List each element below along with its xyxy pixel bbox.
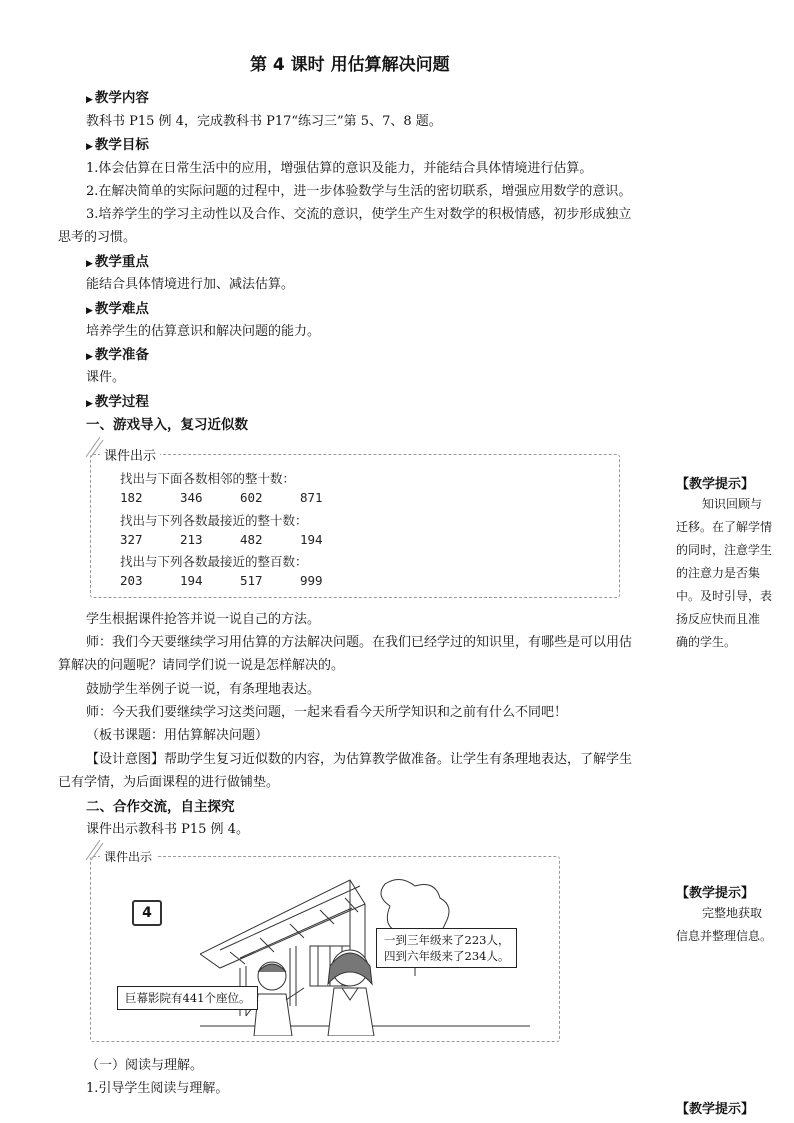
prep-text: 课件。 xyxy=(86,370,126,385)
exercise-question: 找出与下列各数最接近的整百数： xyxy=(120,554,308,569)
tip-heading: 【教学提示】 xyxy=(676,477,755,492)
section-heading-key: ▶ 教学重点 xyxy=(86,254,149,270)
tip-line: 完整地获取 xyxy=(702,906,763,920)
content-text: 教科书 P15 例 4，完成教科书 P17“练习三”第 5、7、8 题。 xyxy=(86,114,442,129)
exercise-numbers: 203 194 517 999 xyxy=(120,573,323,588)
speech-bubble-right xyxy=(376,928,517,968)
tip-line: 中。及时引导，表 xyxy=(676,589,773,603)
subheading: （一）阅读与理解。 xyxy=(86,1058,204,1073)
courseware-box-title: 课件出示 xyxy=(100,848,156,865)
tip-line: 迁移。在了解学情 xyxy=(676,520,773,534)
paragraph: 学生根据课件抢答并说一说自己的方法。 xyxy=(86,612,321,627)
speech-bubble-left: 巨幕影院有441个座位。 xyxy=(117,986,258,1010)
triangle-bullet-icon: ▶ xyxy=(86,399,93,409)
paragraph: （板书课题：用估算解决问题） xyxy=(86,728,269,743)
tip-heading: 【教学提示】 xyxy=(676,1102,755,1117)
paragraph: 师：今天我们要继续学习这类问题，一起来看看今天所学知识和之前有什么不同吧！ xyxy=(86,705,568,720)
key-text: 能结合具体情境进行加、减法估算。 xyxy=(86,277,295,292)
paragraph: 鼓励学生举例子说一说，有条理地表达。 xyxy=(86,682,321,697)
tip-line: 信息并整理信息。 xyxy=(676,929,773,943)
part1-heading: 一、游戏导入，复习近似数 xyxy=(86,417,248,433)
tip-line: 扬反应快而且准 xyxy=(676,612,761,626)
part2-intro: 课件出示教科书 P15 例 4。 xyxy=(86,822,249,837)
exercise-numbers: 182 346 602 871 xyxy=(120,490,323,505)
goal-item: 思考的习惯。 xyxy=(58,230,137,245)
goal-item: 2.在解决简单的实际问题的过程中，进一步体验数学与生活的密切联系，增强应用数学的意识。 xyxy=(86,184,632,199)
courseware-box-title: 课件出示 xyxy=(100,445,160,464)
triangle-bullet-icon: ▶ xyxy=(86,142,93,152)
section-heading-process: ▶ 教学过程 xyxy=(86,394,149,410)
difficulty-text: 培养学生的估算意识和解决问题的能力。 xyxy=(86,324,321,339)
bubble-line: 四到六年级来了234人。 xyxy=(384,949,510,963)
section-heading-content: ▶ 教学内容 xyxy=(86,90,149,106)
goal-item: 3.培养学生的学习主动性以及合作、交流的意识，使学生产生对数学的积极情感，初步形成独立 xyxy=(86,207,632,222)
part2-heading: 二、合作交流，自主探究 xyxy=(86,799,235,815)
tip-line: 的注意力是否集 xyxy=(676,566,761,580)
section-heading-prep: ▶ 教学准备 xyxy=(86,347,149,363)
goal-item: 1.体会估算在日常生活中的应用，增强估算的意识及能力，并能结合具体情境进行估算。 xyxy=(86,161,593,176)
exercise-question: 找出与下面各数相邻的整十数： xyxy=(120,471,296,486)
paragraph: 算解决的问题呢？请同学们说一说是怎样解决的。 xyxy=(58,658,345,673)
exercise-question: 找出与下列各数最接近的整十数： xyxy=(120,513,308,528)
tip-line: 知识回顾与 xyxy=(702,497,763,511)
page-title: 第 4 课时 用估算解决问题 xyxy=(250,55,450,75)
example-number-badge: 4 xyxy=(132,900,162,926)
triangle-bullet-icon: ▶ xyxy=(86,95,93,105)
exercise-numbers: 327 213 482 194 xyxy=(120,532,323,547)
bubble-line: 一到三年级来了223人， xyxy=(384,933,510,947)
paragraph: 1.引导学生阅读与理解。 xyxy=(86,1081,229,1096)
section-heading-difficulty: ▶ 教学难点 xyxy=(86,301,149,317)
triangle-bullet-icon: ▶ xyxy=(86,352,93,362)
paragraph: 师：我们今天要继续学习用估算的方法解决问题。在我们已经学过的知识里，有哪些是可以用估 xyxy=(86,635,633,650)
tip-heading: 【教学提示】 xyxy=(676,886,755,901)
section-heading-goals: ▶ 教学目标 xyxy=(86,137,149,153)
design-intent: 【设计意图】帮助学生复习近似数的内容，为估算教学做准备。让学生有条理地表达，了解学生 xyxy=(86,752,633,767)
triangle-bullet-icon: ▶ xyxy=(86,259,93,269)
tip-line: 的同时，注意学生 xyxy=(676,543,773,557)
design-intent: 已有学情，为后面课程的进行做铺垫。 xyxy=(58,775,280,790)
triangle-bullet-icon: ▶ xyxy=(86,306,93,316)
tip-line: 确的学生。 xyxy=(676,635,737,649)
